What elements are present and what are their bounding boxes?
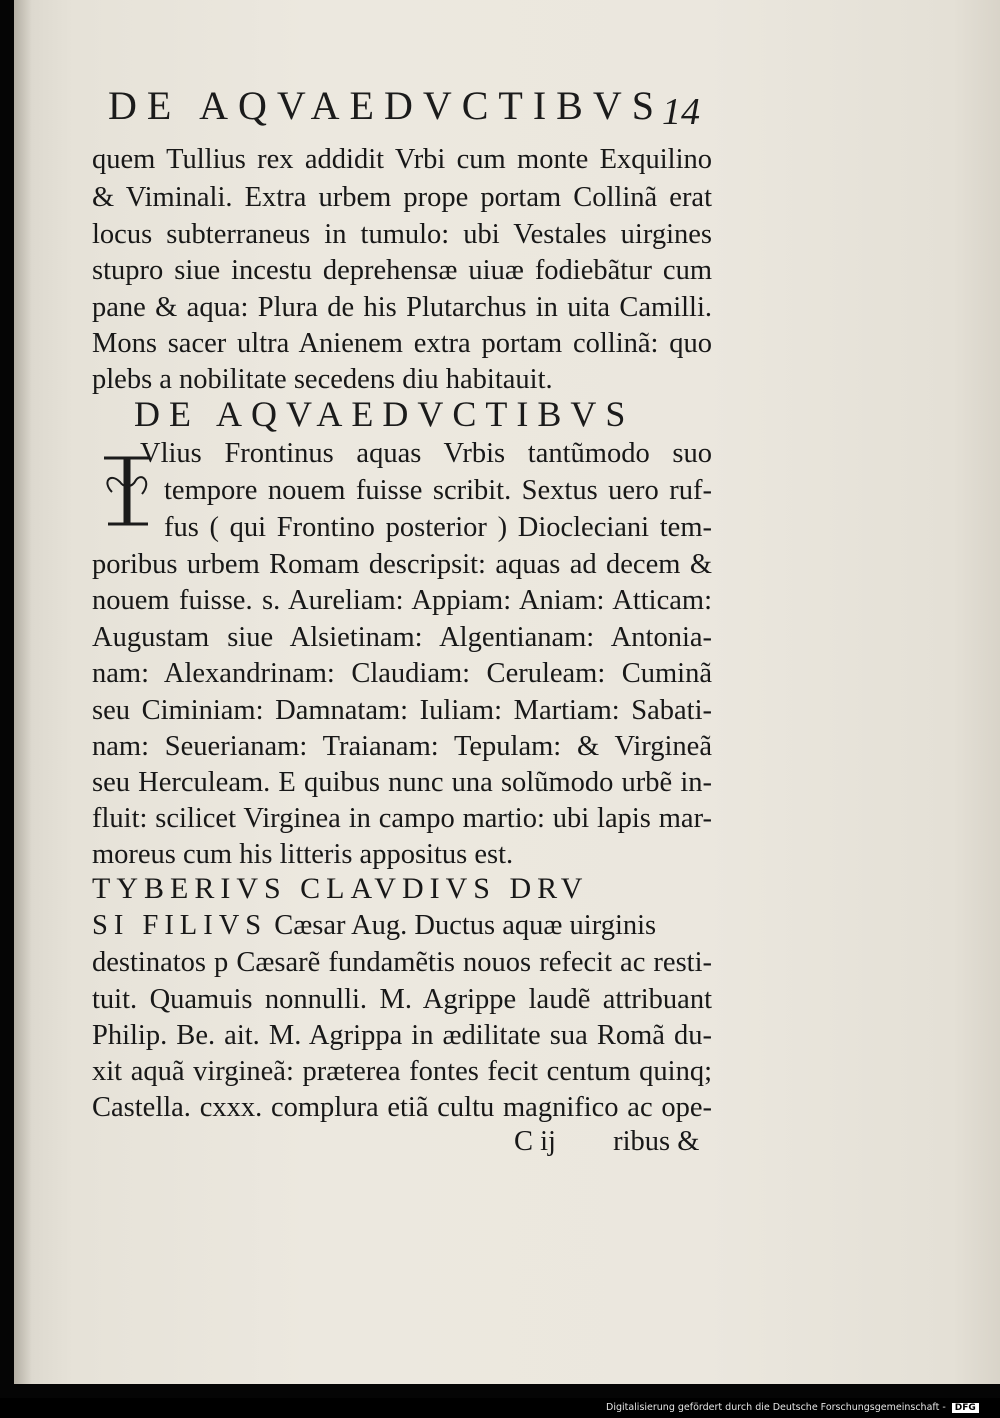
- text-line: & Viminali. Extra urbem prope portam Collinã erat: [92, 182, 712, 213]
- text-line: poribus urbem Romam descripsit: aquas ad decem &: [92, 549, 712, 580]
- catchword-line: [514, 1126, 714, 1158]
- text-line: stupro siue incestu deprehensæ uiuæ fodiebãtur cum: [92, 255, 712, 286]
- text-line: fluit: scilicet Virginea in campo martio: ubi lapis mar-: [92, 803, 712, 834]
- dfg-logo: DFG: [952, 1403, 979, 1413]
- inscription-line: TYBERIVS CLAVDIVS DRV: [92, 872, 589, 905]
- text-line: locus subterraneus in tumulo: ubi Vestales uirgines: [92, 219, 712, 250]
- inscription-line: [92, 908, 712, 944]
- signature-mark: C ij: [514, 1126, 556, 1157]
- catchword: ribus &: [613, 1126, 700, 1157]
- text-line: pane & aqua: Plura de his Plutarchus in uita Camilli.: [92, 292, 712, 323]
- text-line: plebs a nobilitate secedens diu habitauit.: [92, 364, 553, 395]
- digitization-credit: [606, 1402, 979, 1413]
- text-line: Castella. cxxx. complura etiã cultu magnifico ac ope-: [92, 1092, 712, 1123]
- book-page: [14, 0, 1000, 1384]
- text-line: nouem fuisse. s. Aureliam: Appiam: Aniam: Atticam:: [92, 585, 712, 616]
- text-line: destinatos p Cæsarẽ fundamẽtis nouos refecit ac resti-: [92, 947, 712, 978]
- text-line: Vlius Frontinus aquas Vrbis tantũmodo suo: [140, 438, 712, 469]
- text-line: nam: Seuerianam: Traianam: Tepulam: & Virgineã: [92, 731, 712, 762]
- text-line: quem Tullius rex addidit Vrbi cum monte Exquilino: [92, 144, 712, 175]
- text-line: seu Herculeam. E quibus nunc una solũmodo urbẽ in-: [92, 767, 712, 798]
- running-head: DE AQVAEDVCTIBVS: [108, 83, 664, 128]
- credit-text: Digitalisierung gefördert durch die Deutsche Forschungsgemeinschaft -: [606, 1402, 946, 1413]
- text-line: fus ( qui Frontino posterior ) Diocleciani tem-: [164, 512, 712, 543]
- text-line: seu Ciminiam: Damnatam: Iuliam: Martiam: Sabati-: [92, 695, 712, 726]
- initial-letter-text: I: [126, 508, 128, 509]
- text-line: moreus cum his litteris appositus est.: [92, 839, 514, 870]
- inscription-rest: Cæsar Aug. Ductus aquæ uirginis: [274, 910, 657, 941]
- text-line: Augustam siue Alsietinam: Algentianam: Antonia-: [92, 622, 712, 653]
- inscription-caps: SI FILIVS: [92, 910, 268, 941]
- text-line: nam: Alexandrinam: Claudiam: Ceruleam: Cuminã: [92, 658, 712, 689]
- text-line: Philip. Be. ait. M. Agrippa in ædilitate sua Romã du-: [92, 1020, 712, 1051]
- text-line: xit aquã virgineã: præterea fontes fecit centum quinq;: [92, 1056, 712, 1087]
- text-line: tuit. Quamuis nonnulli. M. Agrippe laudẽ attribuant: [92, 984, 712, 1015]
- section-heading: DE AQVAEDVCTIBVS: [134, 394, 635, 434]
- text-line: Mons sacer ultra Anienem extra portam collinã: quo: [92, 328, 712, 359]
- folio-number: 14: [662, 91, 700, 133]
- text-line: tempore nouem fuisse scribit. Sextus uero ruf-: [164, 475, 712, 506]
